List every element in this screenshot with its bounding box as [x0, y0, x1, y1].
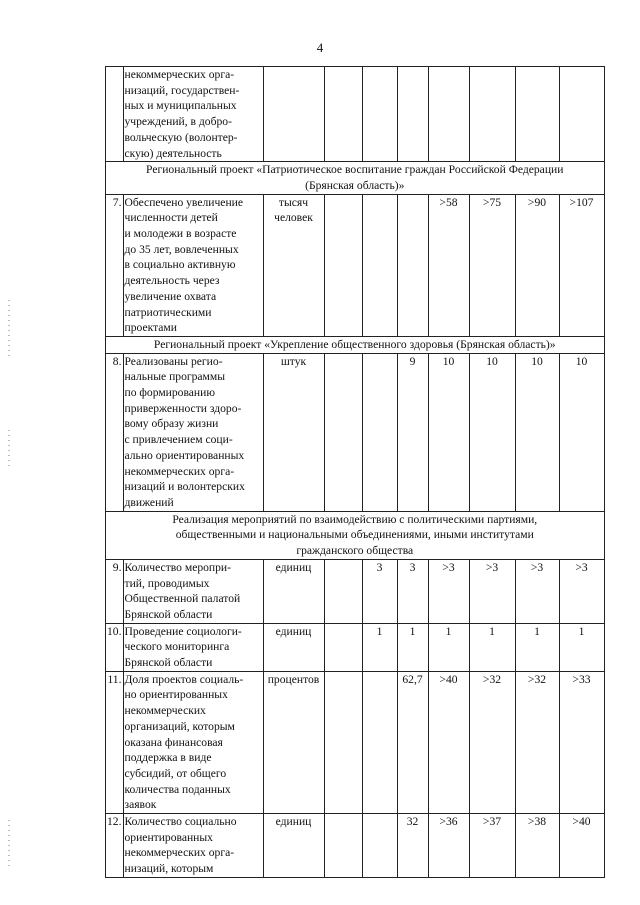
unit-cell: единиц [263, 559, 324, 623]
table-row [106, 671, 605, 813]
value-cell: >33 [559, 671, 604, 813]
indicator-name: Доля проектов социаль- но ориентированных некоммерческих организаций, которым оказана финансовая поддержка в виде субсидий, от общего количества поданных заявок [123, 671, 263, 813]
value-cell [324, 671, 362, 813]
scan-margin-marks [8, 820, 10, 870]
indicators-table [105, 66, 605, 878]
value-cell: >90 [515, 194, 559, 336]
table-row [106, 194, 605, 336]
table-row [106, 353, 605, 511]
row-number: 12. [106, 814, 124, 878]
value-cell: 32 [397, 814, 428, 878]
value-cell: >38 [515, 814, 559, 878]
value-cell: 1 [559, 623, 604, 671]
value-cell: >32 [469, 671, 515, 813]
value-cell: 9 [397, 353, 428, 511]
section-title: Реализация мероприятий по взаимодействию с политическими партиями, общественными и национальными объединениями, иными институтами гражданского общества [106, 511, 605, 559]
row-number: 8. [106, 353, 124, 511]
value-cell [362, 814, 397, 878]
value-cell: >40 [428, 671, 469, 813]
value-cell [324, 67, 362, 162]
value-cell: >58 [428, 194, 469, 336]
value-cell: 10 [428, 353, 469, 511]
unit-cell: штук [263, 353, 324, 511]
value-cell: >3 [469, 559, 515, 623]
page-number: 4 [316, 40, 324, 55]
unit-cell: единиц [263, 623, 324, 671]
unit-cell: единиц [263, 814, 324, 878]
row-number: 9. [106, 559, 124, 623]
value-cell [397, 67, 428, 162]
row-number [106, 67, 124, 162]
value-cell: >3 [515, 559, 559, 623]
value-cell: >40 [559, 814, 604, 878]
row-number: 11. [106, 671, 124, 813]
value-cell [559, 67, 604, 162]
value-cell [324, 814, 362, 878]
section-header-row [106, 162, 605, 194]
value-cell: >107 [559, 194, 604, 336]
unit-cell [263, 67, 324, 162]
value-cell [362, 353, 397, 511]
value-cell: 62,7 [397, 671, 428, 813]
value-cell [362, 67, 397, 162]
row-number: 10. [106, 623, 124, 671]
value-cell: >37 [469, 814, 515, 878]
value-cell: 10 [469, 353, 515, 511]
indicator-name: Количество меропри- тий, проводимых Общественной палатой Брянской области [123, 559, 263, 623]
unit-cell: тысяч человек [263, 194, 324, 336]
value-cell [324, 559, 362, 623]
scan-margin-marks [8, 300, 10, 360]
value-cell [362, 671, 397, 813]
indicator-name: Количество социально ориентированных некоммерческих орга- низаций, которым [123, 814, 263, 878]
value-cell: 1 [397, 623, 428, 671]
value-cell: 1 [515, 623, 559, 671]
value-cell: 3 [397, 559, 428, 623]
value-cell [324, 194, 362, 336]
section-title: Региональный проект «Патриотическое воспитание граждан Российской Федерации (Брянская область)» [106, 162, 605, 194]
value-cell [362, 194, 397, 336]
unit-cell: процентов [263, 671, 324, 813]
section-title: Региональный проект «Укрепление общественного здоровья (Брянская область)» [106, 336, 605, 353]
value-cell: >75 [469, 194, 515, 336]
value-cell [515, 67, 559, 162]
value-cell [428, 67, 469, 162]
value-cell: 1 [428, 623, 469, 671]
indicator-name: Обеспечено увеличение численности детей и молодежи в возрасте до 35 лет, вовлеченных в социально активную деятельность через увеличение охвата патриотическими проектами [123, 194, 263, 336]
table-row [106, 559, 605, 623]
value-cell [397, 194, 428, 336]
indicator-name: Проведение социологи- ческого мониторинга Брянской области [123, 623, 263, 671]
indicator-name: некоммерческих орга- низаций, государствен- ных и муниципальных учреждений, в добро- вольческую (волонтер- скую) деятельность [123, 67, 263, 162]
table-row [106, 623, 605, 671]
value-cell: 1 [469, 623, 515, 671]
section-header-row [106, 336, 605, 353]
value-cell: 10 [559, 353, 604, 511]
value-cell: 3 [362, 559, 397, 623]
value-cell [324, 353, 362, 511]
table-row [106, 67, 605, 162]
value-cell: >36 [428, 814, 469, 878]
table-row [106, 814, 605, 878]
value-cell [469, 67, 515, 162]
indicator-name: Реализованы регио- нальные программы по формированию приверженности здоро- вому образу жизни с привлечением соци- ально ориентированных некоммерческих орга- низаций и волонтерских движений [123, 353, 263, 511]
value-cell: >3 [428, 559, 469, 623]
value-cell: >3 [559, 559, 604, 623]
value-cell: 10 [515, 353, 559, 511]
section-header-row [106, 511, 605, 559]
value-cell [324, 623, 362, 671]
row-number: 7. [106, 194, 124, 336]
value-cell: >32 [515, 671, 559, 813]
scan-margin-marks [8, 430, 10, 470]
value-cell: 1 [362, 623, 397, 671]
